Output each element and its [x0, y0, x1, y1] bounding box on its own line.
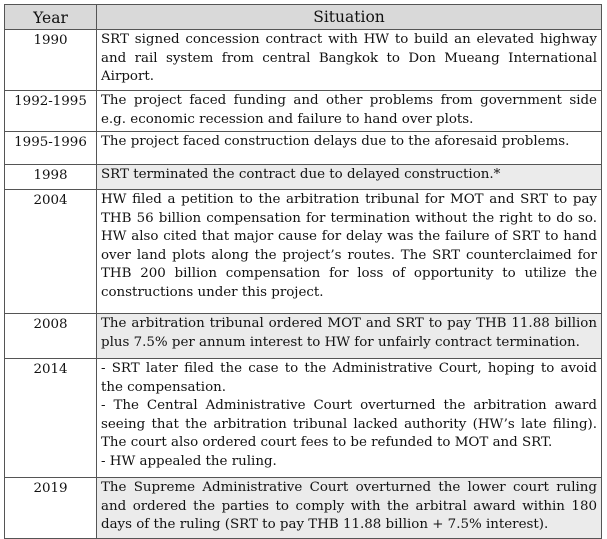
year-cell: 1990 [5, 30, 97, 91]
table-row [5, 478, 602, 539]
situation-cell [97, 165, 602, 190]
situation-cell [97, 91, 602, 132]
situation-column-header: Situation [97, 5, 602, 30]
situation-text: The Supreme Administrative Court overturned the lower court ruling and ordered the parties to comply with the arbitral award within 180 days of the ruling (SRT to pay THB 11.88 billion + 7.5% interest). [101, 480, 597, 533]
table-row [5, 314, 602, 359]
situation-text: SRT terminated the contract due to delayed construction.* [101, 167, 501, 182]
header-row [5, 5, 602, 30]
situation-text: The project faced funding and other problems from government side e.g. economic recession and failure to hand over plots. [101, 93, 597, 127]
situation-cell [97, 190, 602, 314]
table-row [5, 165, 602, 190]
situation-cell [97, 30, 602, 91]
table-row [5, 359, 602, 478]
table-row [5, 190, 602, 314]
year-cell: 1992-1995 [5, 91, 97, 132]
situation-text: The arbitration tribunal ordered MOT and SRT to pay THB 11.88 billion plus 7.5% per annum interest to HW for unfairly contract termination. [101, 316, 597, 350]
table-row [5, 91, 602, 132]
year-column-header: Year [5, 5, 97, 30]
table-body [5, 30, 602, 539]
year-cell: 1995-1996 [5, 132, 97, 165]
situation-text: The project faced construction delays due to the aforesaid problems. [101, 134, 570, 149]
situation-text: - HW appealed the ruling. [101, 453, 277, 469]
situation-text: - The Central Administrative Court overturned the arbitration award seeing that the arbitration tribunal lacked authority (HW’s late filing). The court also ordered court fees to be refunded to MOT and SRT. [101, 398, 597, 451]
year-cell: 2019 [5, 478, 97, 539]
year-cell: 1998 [5, 165, 97, 190]
year-cell: 2014 [5, 359, 97, 478]
situation-cell [97, 478, 602, 539]
table-row [5, 132, 602, 165]
year-cell: 2008 [5, 314, 97, 359]
situation-cell [97, 359, 602, 478]
situation-text: HW filed a petition to the arbitration tribunal for MOT and SRT to pay THB 56 billion compensation for termination without the right to do so. HW also cited that major cause for delay was the failure of SRT to hand over land plots along the project’s routes. The SRT counterclaimed for THB 200 billion compensation for loss of opportunity to utilize the constructions under this project. [101, 192, 597, 300]
timeline-table [4, 4, 602, 539]
table-row [5, 30, 602, 91]
year-cell: 2004 [5, 190, 97, 314]
situation-text: SRT signed concession contract with HW to build an elevated highway and rail system from central Bangkok to Don Mueang International Airport. [101, 32, 597, 85]
table-header [5, 5, 602, 30]
situation-cell [97, 132, 602, 165]
situation-cell [97, 314, 602, 359]
situation-text: - SRT later filed the case to the Administrative Court, hoping to avoid the compensation. [101, 361, 597, 395]
